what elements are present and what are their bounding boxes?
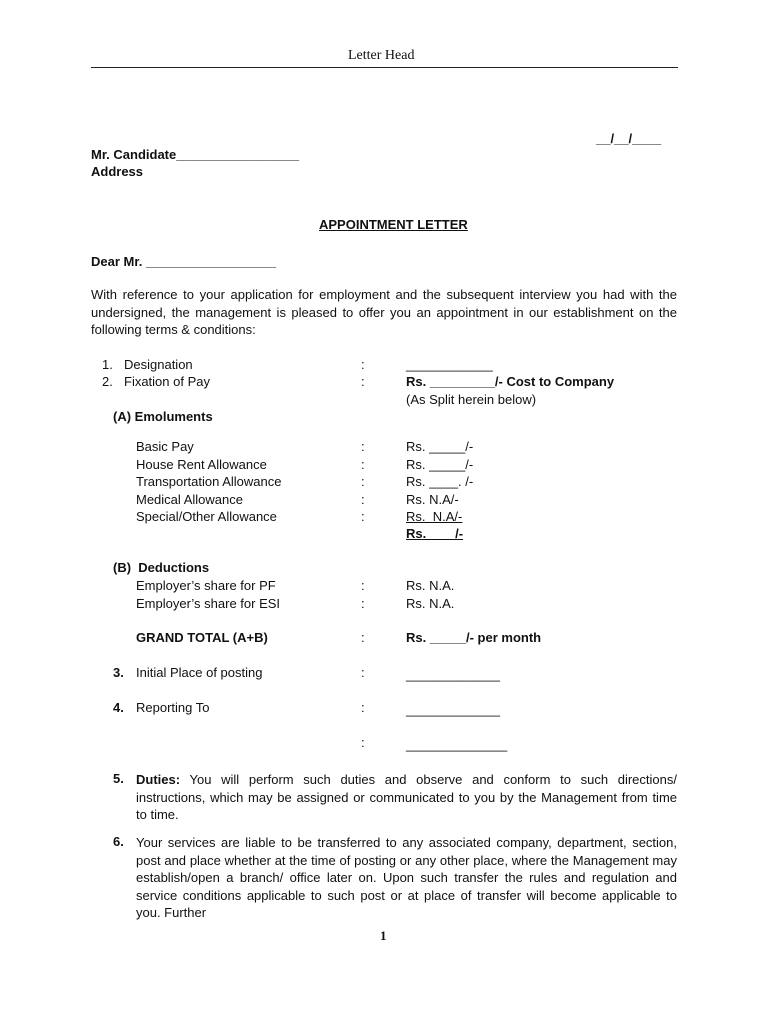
deduction-pf-value: Rs. N.A. bbox=[406, 578, 455, 593]
term-fixation-colon: : bbox=[361, 374, 365, 389]
emolument-medical-value: Rs. N.A/- bbox=[406, 492, 459, 507]
term-blank-colon: : bbox=[361, 735, 365, 750]
clause-5-num: 5. bbox=[113, 771, 124, 786]
clause-6-num: 6. bbox=[113, 834, 124, 849]
clause-6-text: Your services are liable to be transferred to any associated company, department, section, post and place whether at the time of posting or any other place, where the Management may establish/open a branch/ office later on. Upon such transfer the rules and regulation and service conditions applicable to such post or at place of transfer will become applicable to you. Further bbox=[136, 835, 677, 920]
emolument-transport-value: Rs. ____. /- bbox=[406, 474, 474, 489]
term-designation-label: Designation bbox=[124, 357, 193, 372]
deduction-esi-colon: : bbox=[361, 596, 365, 611]
term-blank-value: ______________ bbox=[406, 737, 508, 752]
date-line: __/__/____ bbox=[596, 131, 662, 146]
emolument-basic-colon: : bbox=[361, 439, 365, 454]
emolument-transport-colon: : bbox=[361, 474, 365, 489]
salutation: Dear Mr. __________________ bbox=[91, 254, 277, 269]
term-fixation-label: Fixation of Pay bbox=[124, 374, 210, 389]
emoluments-subtotal: Rs. /- bbox=[406, 526, 464, 541]
letter-head: Letter Head bbox=[348, 48, 415, 63]
deductions-heading: (B) Deductions bbox=[113, 560, 210, 575]
term-designation-colon: : bbox=[361, 357, 365, 372]
emolument-basic-label: Basic Pay bbox=[136, 439, 194, 454]
clause-5-body: You will perform such duties and observe and conform to such directions/ instructions, which may be assigned or communicated to you by the Management from time to time. bbox=[136, 772, 677, 822]
letter-title: APPOINTMENT LETTER bbox=[319, 217, 468, 232]
recipient-address: Address bbox=[91, 164, 144, 179]
grand-total-colon: : bbox=[361, 630, 365, 645]
header-divider bbox=[91, 67, 678, 68]
deduction-esi-label: Employer’s share for ESI bbox=[136, 596, 281, 611]
emolument-medical-colon: : bbox=[361, 492, 365, 507]
term-designation-num: 1. bbox=[102, 357, 113, 372]
term-posting-colon: : bbox=[361, 665, 365, 680]
term-posting-value: _____________ bbox=[406, 667, 500, 682]
emolument-basic-value: Rs. _____/- bbox=[406, 439, 474, 454]
page-number: 1 bbox=[380, 928, 387, 943]
clause-5-text bbox=[136, 771, 677, 824]
deduction-esi-value: Rs. N.A. bbox=[406, 596, 455, 611]
emolument-special-value: Rs. N.A/- bbox=[406, 509, 463, 524]
term-reporting-label: Reporting To bbox=[136, 700, 210, 715]
emolument-hra-label: House Rent Allowance bbox=[136, 457, 267, 472]
deduction-pf-colon: : bbox=[361, 578, 365, 593]
deduction-pf-label: Employer’s share for PF bbox=[136, 578, 276, 593]
emoluments-heading: (A) Emoluments bbox=[113, 409, 213, 424]
term-fixation-note: (As Split herein below) bbox=[406, 392, 537, 407]
term-reporting-value: _____________ bbox=[406, 702, 500, 717]
term-fixation-num: 2. bbox=[102, 374, 113, 389]
intro-paragraph: With reference to your application for employment and the subsequent interview you had with the undersigned, the management is pleased to offer you an appointment in our establishment on the following terms & conditions: bbox=[91, 287, 677, 337]
grand-total-label: GRAND TOTAL (A+B) bbox=[136, 630, 268, 645]
emolument-hra-colon: : bbox=[361, 457, 365, 472]
term-fixation-value: Rs. _________/- Cost to Company bbox=[406, 374, 615, 389]
emolument-special-label: Special/Other Allowance bbox=[136, 509, 277, 524]
emolument-hra-value: Rs. _____/- bbox=[406, 457, 474, 472]
term-reporting-num: 4. bbox=[113, 700, 124, 715]
recipient-name: Mr. Candidate_________________ bbox=[91, 147, 300, 162]
term-posting-label: Initial Place of posting bbox=[136, 665, 263, 680]
term-designation-value: ____________ bbox=[406, 357, 493, 372]
emolument-medical-label: Medical Allowance bbox=[136, 492, 243, 507]
emolument-transport-label: Transportation Allowance bbox=[136, 474, 282, 489]
emolument-special-colon: : bbox=[361, 509, 365, 524]
term-reporting-colon: : bbox=[361, 700, 365, 715]
grand-total-value: Rs. _____/- per month bbox=[406, 630, 542, 645]
clause-5-lead: Duties: bbox=[136, 772, 181, 787]
term-posting-num: 3. bbox=[113, 665, 124, 680]
